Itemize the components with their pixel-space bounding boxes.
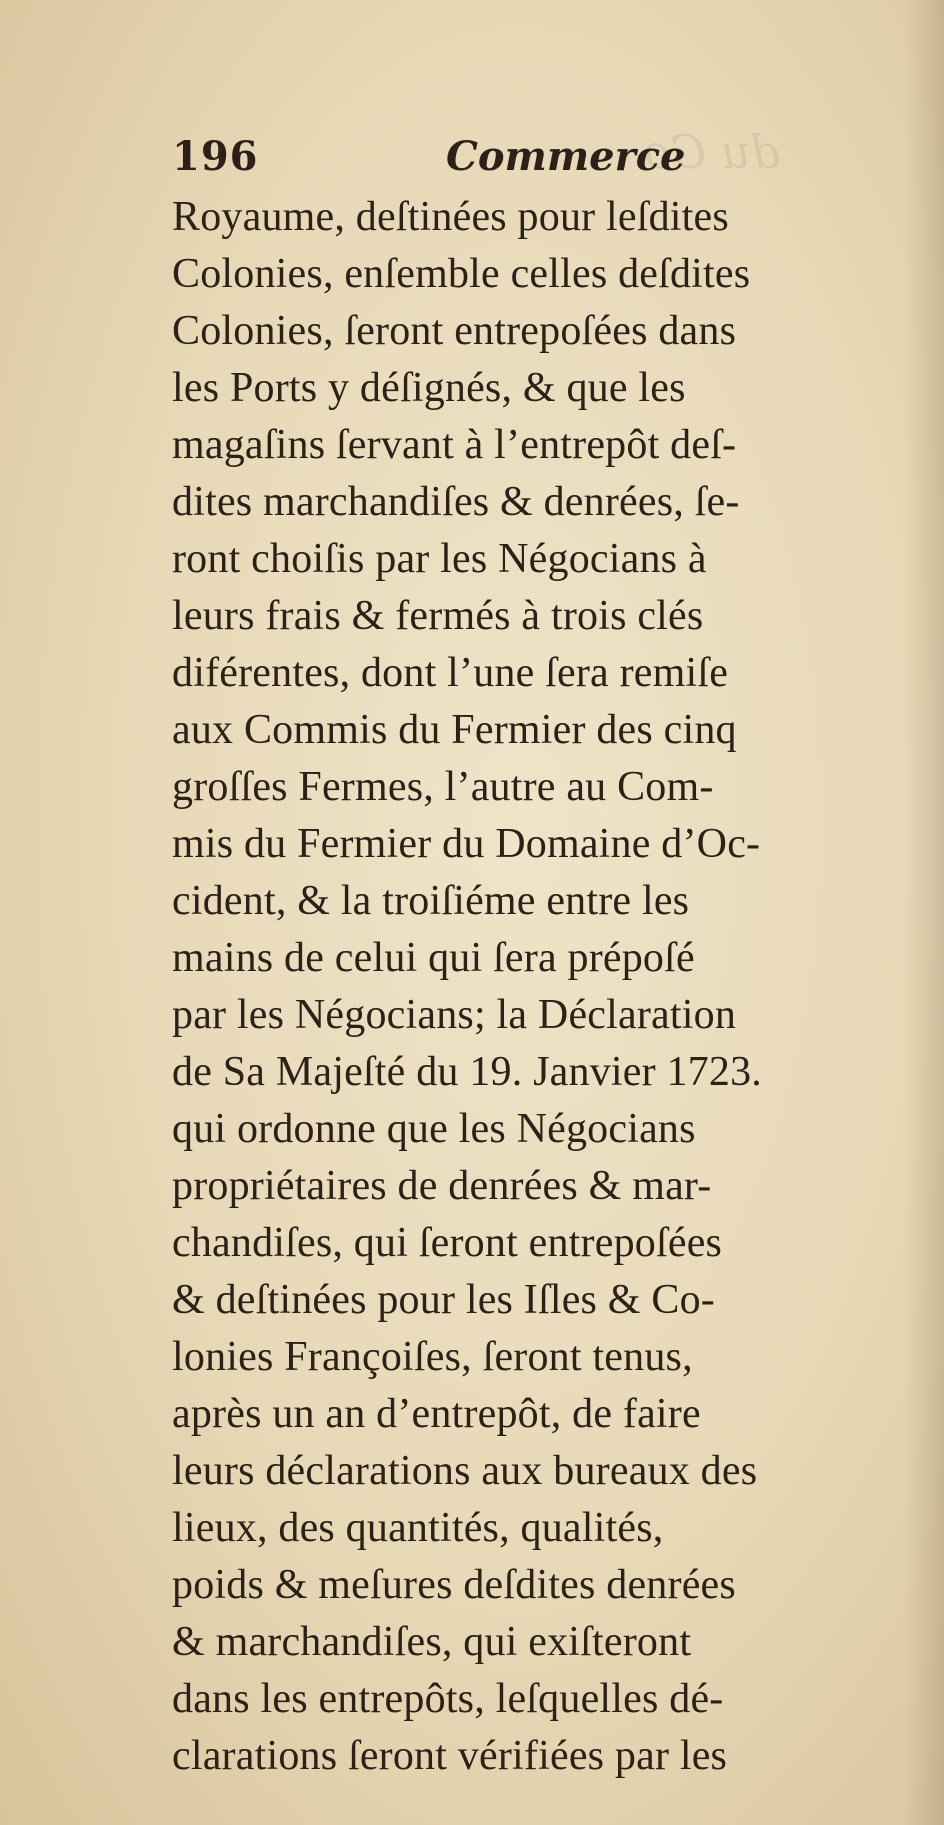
show-through-text: du Co — [643, 125, 780, 179]
page-number: 196 — [172, 133, 259, 180]
text-line: mains de celui qui ſera prépoſé — [172, 935, 695, 981]
text-line: lieux, des quantités, qualités, — [172, 1505, 664, 1551]
text-line: dans les entrepôts, leſquelles dé- — [172, 1676, 724, 1722]
text-line: lonies Françoiſes, ſeront tenus, — [172, 1334, 693, 1380]
text-line: leurs frais & fermés à trois clés — [172, 593, 704, 639]
text-line: par les Négocians; la Déclaration — [172, 992, 737, 1038]
text-line: groſſes Fermes, l’autre au Com- — [172, 764, 714, 810]
text-line: Colonies, ſeront entrepoſées dans — [172, 308, 737, 354]
text-line: ront choiſis par les Négocians à — [172, 536, 707, 582]
text-line: mis du Fermier du Domaine d’Oc- — [172, 821, 761, 867]
body-text — [172, 189, 922, 1785]
text-line: de Sa Majeſté du 19. Janvier 1723. — [172, 1049, 763, 1095]
text-line: cident, & la troiſiéme entre les — [172, 878, 690, 924]
text-line: propriétaires de denrées & mar- — [172, 1163, 712, 1209]
text-line: diférentes, dont l’une ſera remiſe — [172, 650, 729, 696]
page-header — [172, 133, 732, 193]
text-line: poids & meſures deſdites denrées — [172, 1562, 736, 1608]
text-line: qui ordonne que les Négocians — [172, 1106, 696, 1152]
text-line: & marchandiſes, qui exiſteront — [172, 1619, 692, 1665]
text-line: aux Commis du Fermier des cinq — [172, 707, 737, 753]
text-line: & deſtinées pour les Iſles & Co- — [172, 1277, 715, 1323]
text-line: magaſins ſervant à l’entrepôt deſ- — [172, 422, 737, 468]
text-line: leurs déclarations aux bureaux des — [172, 1448, 758, 1494]
text-line: les Ports y déſignés, & que les — [172, 365, 686, 411]
text-line: chandiſes, qui ſeront entrepoſées — [172, 1220, 723, 1266]
running-title: Commerce — [446, 133, 686, 180]
text-line: après un an d’entrepôt, de faire — [172, 1391, 701, 1437]
text-line: Colonies, enſemble celles deſdites — [172, 251, 751, 297]
text-line: clarations ſeront vérifiées par les — [172, 1733, 728, 1779]
text-line: Royaume, deſtinées pour leſdites — [172, 194, 729, 240]
text-line: dites marchandiſes & denrées, ſe- — [172, 479, 740, 525]
